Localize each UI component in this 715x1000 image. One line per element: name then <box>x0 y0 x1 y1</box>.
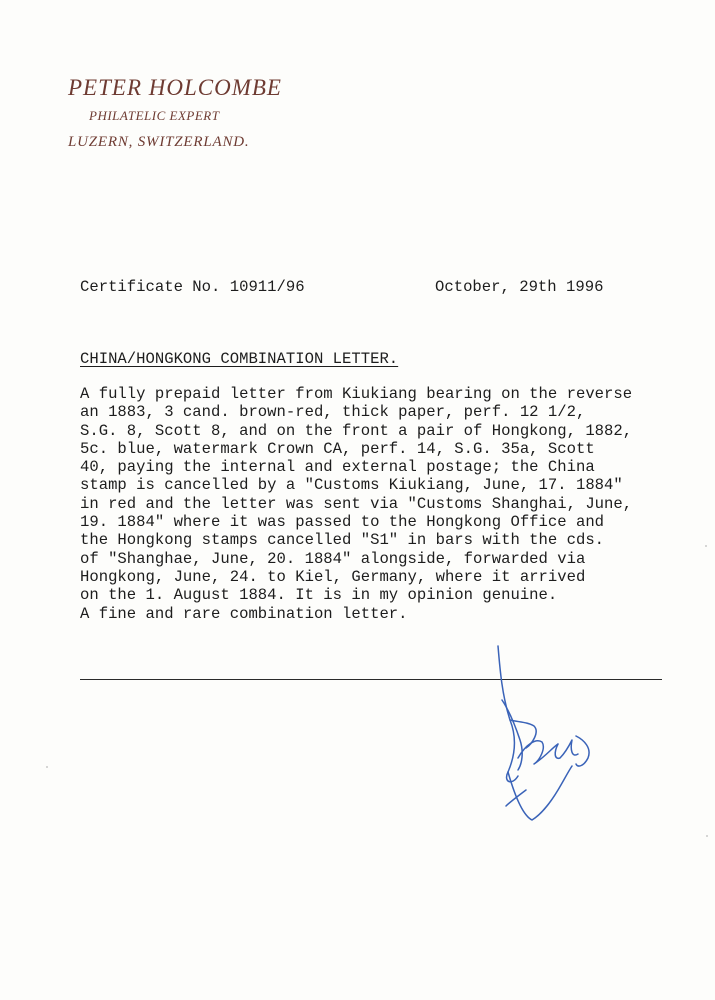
paper-speck <box>705 545 707 547</box>
body-line: 5c. blue, watermark Crown CA, perf. 14, S.G. 35a, Scott <box>80 439 595 458</box>
body-line: 40, paying the internal and external postage; the China <box>80 458 595 477</box>
paper-speck <box>706 835 708 837</box>
letterhead <box>68 74 388 151</box>
expert-name: PETER HOLCOMBE <box>68 75 282 100</box>
body-line: on the 1. August 1884. It is in my opinion genuine. <box>80 586 558 605</box>
body-line: A fine and rare combination letter. <box>80 604 408 623</box>
body-line: Hongkong, June, 24. to Kiel, Germany, where it arrived <box>80 567 586 586</box>
expert-title: PHILATELIC EXPERT <box>89 108 220 123</box>
body-line: an 1883, 3 cand. brown-red, thick paper, perf. 12 1/2, <box>80 403 586 422</box>
certificate-number: Certificate No. 10911/96 <box>80 278 305 296</box>
handwritten-signature <box>488 640 608 825</box>
body-line: 19. 1884" where it was passed to the Hongkong Office and <box>80 513 605 532</box>
body-line: stamp is cancelled by a "Customs Kiukiang, June, 17. 1884" <box>80 476 623 495</box>
body-line: in red and the letter was sent via "Customs Shanghai, June, <box>80 494 633 513</box>
certificate-body <box>80 385 660 623</box>
expert-location: LUZERN, SWITZERLAND. <box>68 134 250 150</box>
certificate-date: October, 29th 1996 <box>435 278 604 296</box>
body-line: the Hongkong stamps cancelled "S1" in bars with the cds. <box>80 531 605 550</box>
body-line: A fully prepaid letter from Kiukiang bearing on the reverse <box>80 385 633 403</box>
certificate-heading: CHINA/HONGKONG COMBINATION LETTER. <box>80 350 399 368</box>
body-line: of "Shanghae, June, 20. 1884" alongside, forwarded via <box>80 549 586 568</box>
paper-speck <box>46 766 48 768</box>
body-line: S.G. 8, Scott 8, and on the front a pair of Hongkong, 1882, <box>80 421 633 440</box>
